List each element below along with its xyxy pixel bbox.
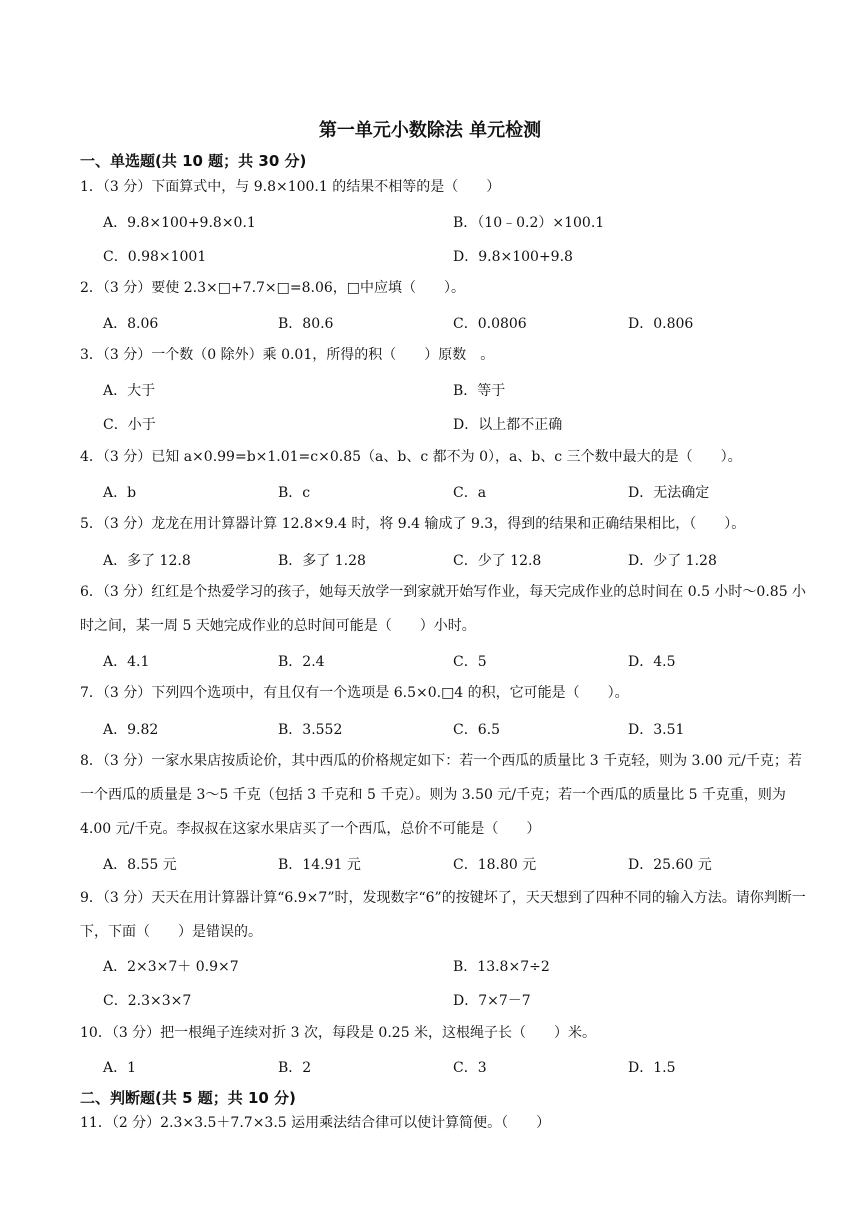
question-9-option-a: A．2×3×7＋ 0.9×7 (103, 959, 239, 975)
question-8-option-d: D．25.60 元 (628, 857, 712, 873)
question-7: 7．（3 分）下列四个选项中，有且仅有一个选项是 6.5×0.□4 的积，它可能是（ ）。 (80, 685, 629, 701)
question-10: 10．（3 分）把一根绳子连续对折 3 次，每段是 0.25 米，这根绳子长（ ）米。 (80, 1025, 597, 1041)
question-5-option-b: B．多了 1.28 (278, 553, 366, 569)
question-10-option-d: D．1.5 (628, 1060, 676, 1076)
question-4-option-c: C．a (453, 485, 487, 501)
question-6-option-b: B．2.4 (278, 654, 325, 670)
question-5-option-a: A．多了 12.8 (103, 553, 191, 569)
question-2: 2．（3 分）要使 2.3×□+7.7×□=8.06，□中应填（ ）。 (80, 280, 466, 296)
question-8: 8．（3 分）一家水果店按质论价，其中西瓜的价格规定如下：若一个西瓜的质量比 3 千克轻，则为 3.00 元/千克；若一个西瓜的质量是 3～5 千克（包括 3 千克和 5 千克）。则为 3.50 元/千克；若一个西瓜的质量比 5 千克重，则为 4.00 元/千克。李叔叔在这家水果店买了一个西瓜，总价不可能是（ ） (80, 753, 802, 837)
question-3-option-c: C．小于 (103, 417, 156, 433)
page-title: 第一单元小数除法 单元检测 (318, 120, 542, 141)
question-5: 5．（3 分）龙龙在用计算器计算 12.8×9.4 时，将 9.4 输成了 9.3，得到的结果和正确结果相比，（ ）。 (80, 516, 746, 532)
question-8-option-b: B．14.91 元 (278, 857, 361, 873)
question-6: 6．（3 分）红红是个热爱学习的孩子，她每天放学一到家就开始写作业，每天完成作业的总时间在 0.5 小时～0.85 小时之间，某一周 5 天她完成作业的总时间可能是（ ）小时。 (80, 584, 807, 634)
question-10-option-a: A．1 (103, 1060, 137, 1076)
section-heading-single-choice: 一、单选题(共 10 题；共 30 分) (80, 152, 307, 170)
question-7-option-a: A．9.82 (103, 722, 159, 738)
question-6-option-d: D．4.5 (628, 654, 676, 670)
question-11: 11．（2 分）2.3×3.5＋7.7×3.5 运用乘法结合律可以使计算简便。（ ） (80, 1115, 551, 1131)
question-9: 9．（3 分）天天在用计算器计算“6.9×7”时，发现数字“6”的按键坏了，天天想到了四种不同的输入方法。请你判断一下，下面（ ）是错误的。 (80, 890, 806, 940)
question-8-option-c: C．18.80 元 (453, 857, 537, 873)
question-2-option-a: A．8.06 (103, 316, 159, 332)
question-10-option-b: B．2 (278, 1060, 312, 1076)
question-7-option-b: B．3.552 (278, 722, 343, 738)
question-3-option-a: A．大于 (103, 383, 156, 399)
question-5-option-c: C．少了 12.8 (453, 553, 542, 569)
question-9-option-b: B．13.8×7÷2 (453, 959, 550, 975)
question-3-option-d: D．以上都不正确 (453, 417, 563, 433)
question-4-option-a: A．b (103, 485, 137, 501)
question-3-option-b: B．等于 (453, 383, 506, 399)
question-7-option-d: D．3.51 (628, 722, 685, 738)
question-9-option-c: C．2.3×3×7 (103, 993, 192, 1009)
question-3: 3．（3 分）一个数（0 除外）乘 0.01，所得的积（ ）原数 。 (80, 347, 495, 363)
question-4-option-b: B．c (278, 485, 311, 501)
question-7-option-c: C．6.5 (453, 722, 500, 738)
question-6-option-c: C．5 (453, 654, 487, 670)
question-2-option-c: C．0.0806 (453, 316, 527, 332)
question-5-option-d: D．少了 1.28 (628, 553, 717, 569)
question-1-option-d: D．9.8×100+9.8 (453, 249, 573, 265)
question-1: 1．（3 分）下面算式中，与 9.8×100.1 的结果不相等的是（ ） (80, 179, 501, 195)
section-heading-true-false: 二、判断题(共 5 题；共 10 分) (80, 1089, 296, 1107)
question-1-option-a: A．9.8×100+9.8×0.1 (103, 215, 256, 231)
question-2-option-b: B．80.6 (278, 316, 334, 332)
question-8-option-a: A．8.55 元 (103, 857, 177, 873)
question-10-option-c: C．3 (453, 1060, 487, 1076)
question-1-option-b: B．（10﹣0.2）×100.1 (453, 215, 605, 231)
question-9-option-d: D．7×7－7 (453, 993, 531, 1009)
question-1-option-c: C．0.98×1001 (103, 249, 207, 265)
question-6-option-a: A．4.1 (103, 654, 150, 670)
question-4: 4．（3 分）已知 a×0.99=b×1.01=c×0.85（a、b、c 都不为 0），a、b、c 三个数中最大的是（ ）。 (80, 449, 742, 465)
question-2-option-d: D．0.806 (628, 316, 694, 332)
question-4-option-d: D．无法确定 (628, 485, 710, 501)
